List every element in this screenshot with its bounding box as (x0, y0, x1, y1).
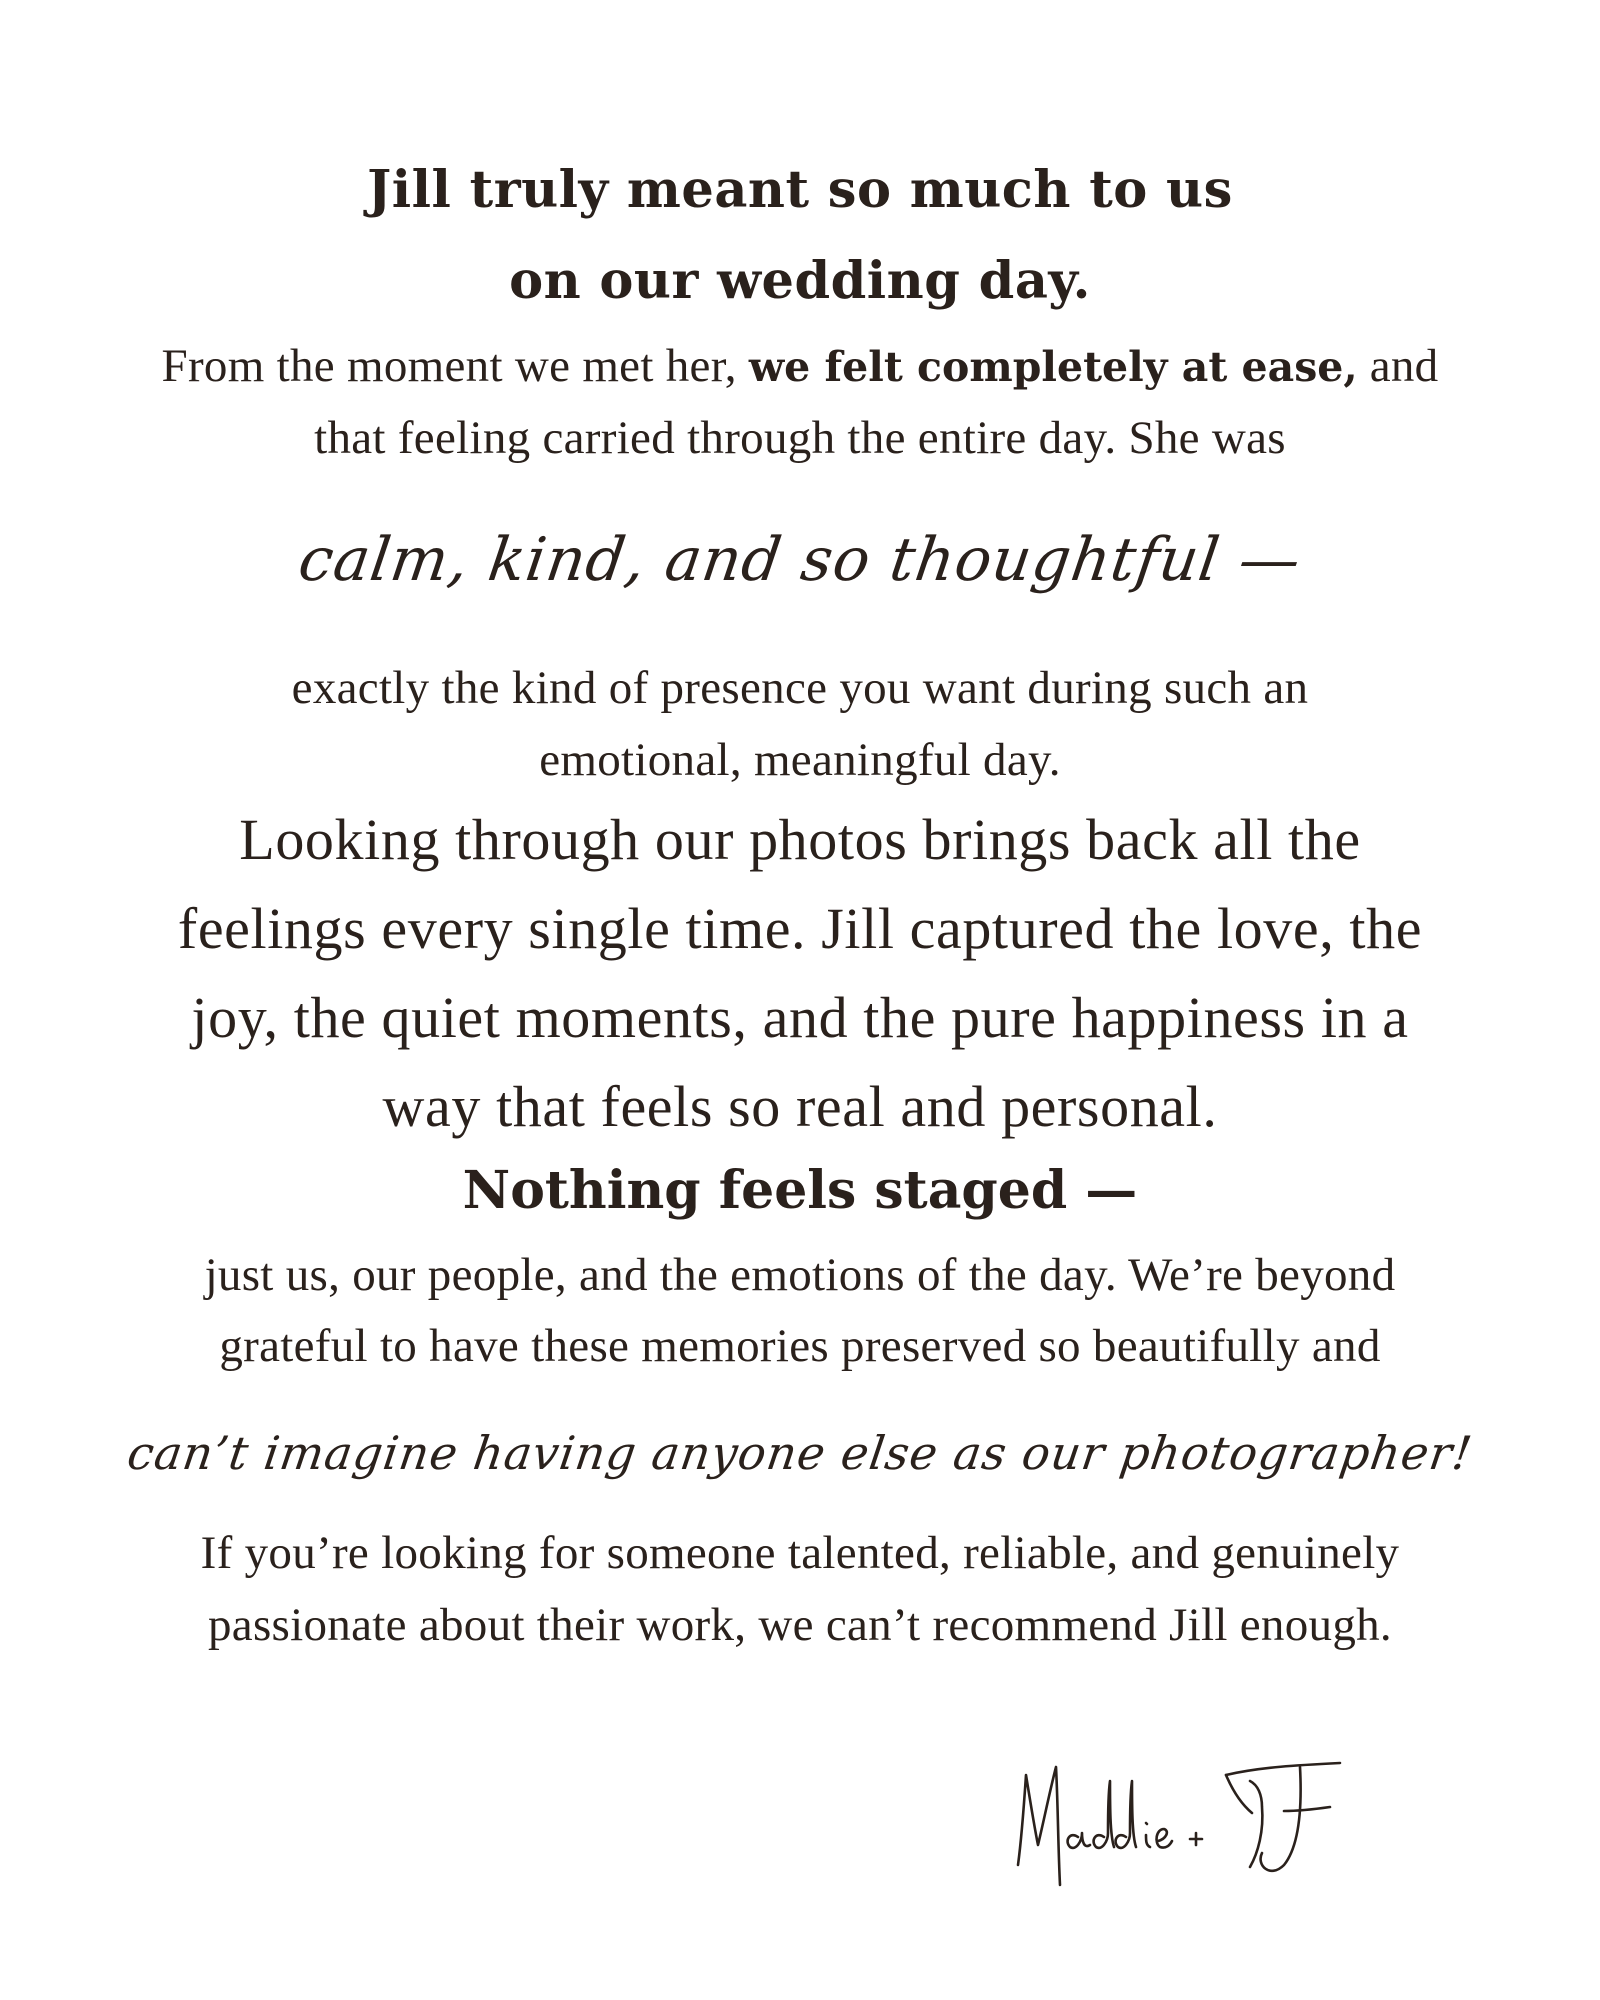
script-highlight-1: calm, kind, and so thoughtful — (294, 525, 1306, 595)
subheading: Nothing feels staged — (462, 1160, 1138, 1221)
paragraph-5-line-2: passionate about their work, we can’t recommend Jill enough. (208, 1599, 1392, 1651)
paragraph-5-line-1: If you’re looking for someone talented, reliable, and genuinely (200, 1527, 1400, 1579)
heading-line-1: Jill truly meant so much to us (367, 160, 1233, 220)
paragraph-1-text-end: and (1357, 340, 1439, 392)
paragraph-1-line-1 (0, 340, 1600, 392)
paragraph-3-line-3: joy, the quiet moments, and the pure happiness in a (191, 985, 1409, 1050)
heading-line-2: on our wedding day. (509, 251, 1091, 311)
signature-image (1000, 1745, 1360, 1895)
paragraph-1-text: From the moment we met her, (161, 340, 749, 392)
paragraph-3-line-1: Looking through our photos brings back all the (239, 807, 1361, 872)
paragraph-2-line-2: emotional, meaningful day. (539, 734, 1061, 786)
paragraph-3-line-4: way that feels so real and personal. (382, 1074, 1218, 1139)
script-highlight-2: can’t imagine having anyone else as our photographer! (124, 1426, 1476, 1480)
paragraph-1-line-2: that feeling carried through the entire day. She was (314, 412, 1286, 464)
paragraph-1-bold-phrase: we felt completely at ease, (748, 343, 1358, 391)
paragraph-4-line-1: just us, our people, and the emotions of the day. We’re beyond (204, 1249, 1396, 1301)
paragraph-2-line-1: exactly the kind of presence you want during such an (291, 662, 1309, 714)
paragraph-4-line-2: grateful to have these memories preserved so beautifully and (219, 1320, 1381, 1372)
paragraph-3-line-2: feelings every single time. Jill captured the love, the (177, 896, 1423, 961)
